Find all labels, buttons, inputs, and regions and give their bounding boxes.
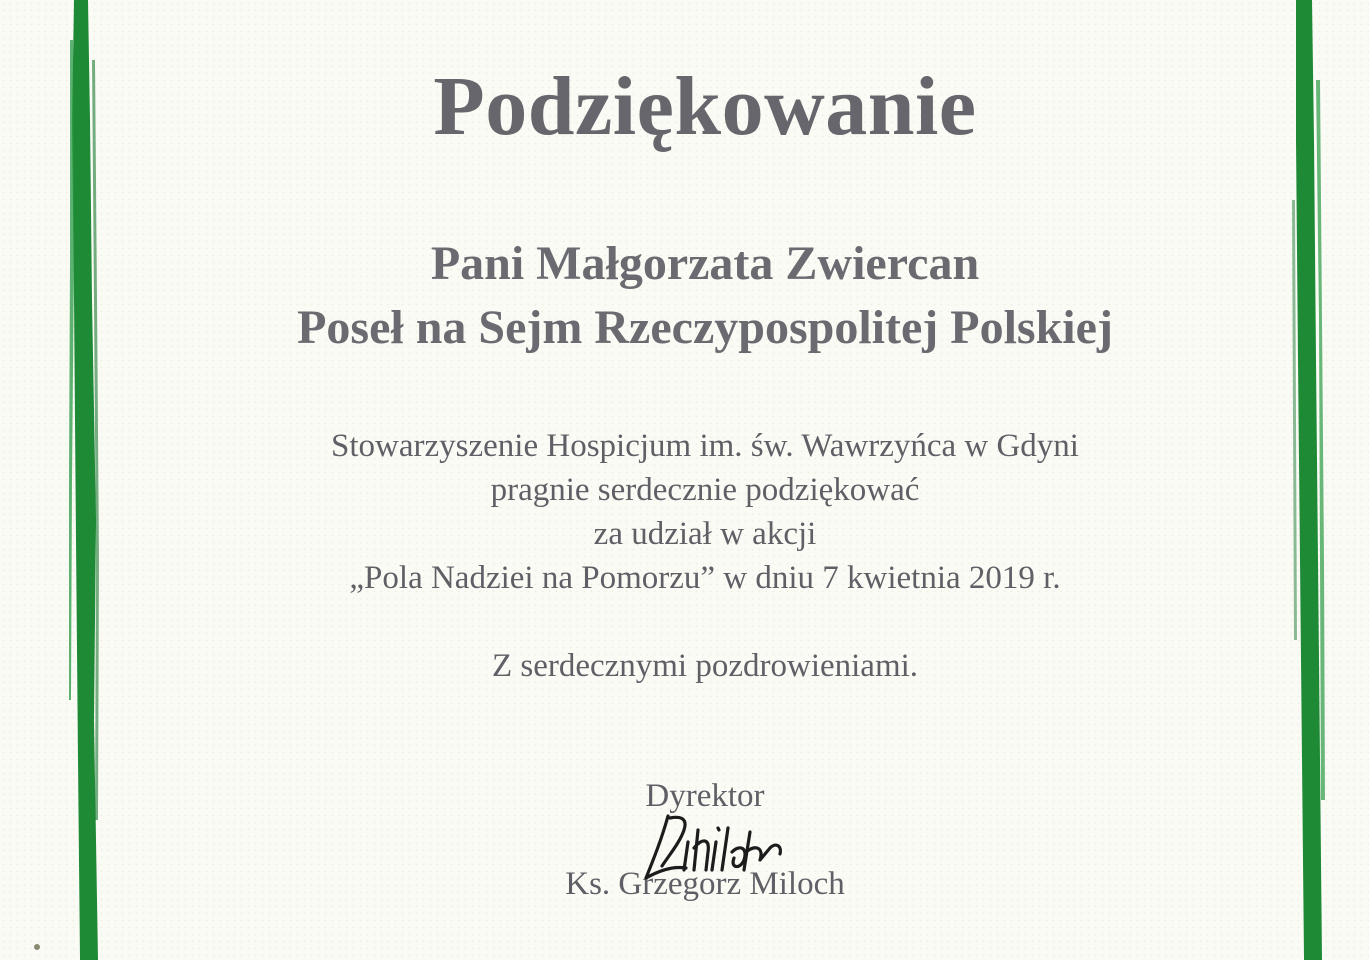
handwritten-signature: [640, 808, 800, 888]
recipient-role: Poseł na Sejm Rzeczypospolitej Polskiej: [297, 301, 1113, 354]
body-line: pragnie serdecznie podziękować: [490, 472, 920, 508]
body-line: „Pola Nadziei na Pomorzu” w dniu 7 kwietnia 2019 r.: [349, 560, 1061, 596]
body-line: Stowarzyszenie Hospicjum im. św. Wawrzyńca w Gdyni: [331, 428, 1079, 464]
paper-speck: [34, 944, 40, 950]
director-name: Ks. Grzegorz Miloch: [565, 866, 845, 902]
recipient-name: Pani Małgorzata Zwiercan: [430, 237, 980, 290]
body-line: za udział w akcji: [593, 516, 817, 552]
certificate-title: Podziękowanie: [433, 60, 977, 153]
director-title: Dyrektor: [645, 778, 765, 814]
greeting: Z serdecznymi pozdrowieniami.: [491, 648, 919, 684]
